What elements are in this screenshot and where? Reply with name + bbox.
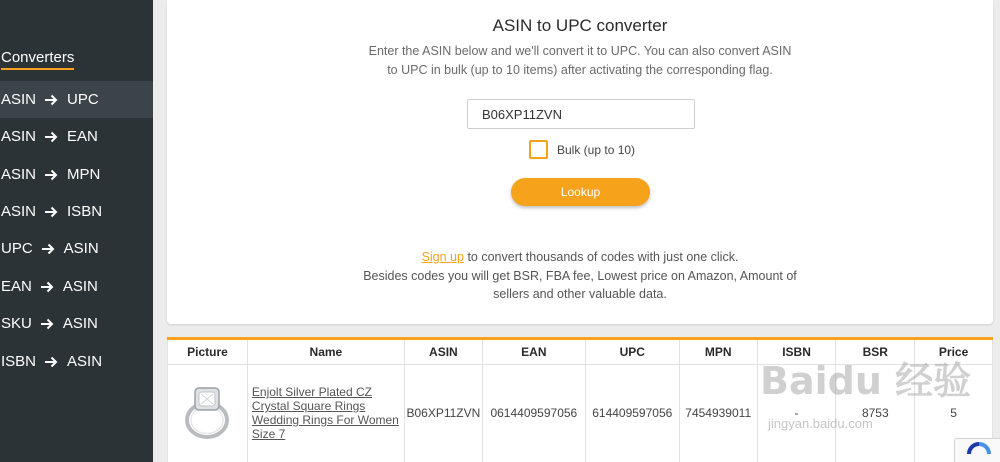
signup-extra-text: Besides codes you will get BSR, FBA fee, Lowest price on Amazon, Amount of sellers and other valuable data. (363, 268, 797, 301)
product-name-link[interactable]: Enjolt Silver Plated CZ Crystal Square Rings Wedding Rings For Women Size 7 (251, 385, 399, 441)
recaptcha-badge[interactable] (954, 438, 1000, 462)
column-header-mpn: MPN (679, 340, 757, 364)
column-header-asin: ASIN (404, 340, 482, 364)
asin-cell: B06XP11ZVN (404, 364, 482, 462)
ring-product-image (177, 382, 237, 444)
product-picture (168, 364, 248, 462)
arrow-right-icon (44, 355, 58, 369)
arrow-right-icon (41, 242, 55, 256)
sidebar-item-sku-asin[interactable] (0, 305, 153, 342)
column-header-bsr: BSR (836, 340, 915, 364)
isbn-cell: - (757, 364, 836, 462)
mpn-cell: 7454939011 (679, 364, 757, 462)
column-header-upc: UPC (585, 340, 679, 364)
baidu-watermark (760, 350, 1000, 450)
sidebar-item-from: ASIN (1, 203, 37, 220)
converter-card (167, 0, 993, 324)
column-header-name: Name (247, 340, 404, 364)
price-cell: 5 (915, 364, 993, 462)
sidebar-item-from: EAN (1, 278, 32, 295)
sidebar-item-to: UPC (67, 91, 99, 108)
sidebar-item-to: EAN (67, 128, 98, 145)
arrow-right-icon (40, 317, 54, 331)
sidebar-title: Converters (1, 49, 74, 70)
arrow-right-icon (44, 205, 58, 219)
sidebar-item-from: ASIN (1, 128, 37, 145)
upc-cell: 614409597056 (585, 364, 679, 462)
sidebar-item-to: ISBN (67, 203, 103, 220)
watermark-brand: Baidu 经验 (760, 359, 972, 403)
arrow-right-icon (44, 93, 58, 107)
bsr-cell: 8753 (836, 364, 915, 462)
sidebar-item-from: UPC (1, 240, 33, 257)
sidebar-item-asin-isbn[interactable] (0, 193, 153, 230)
sidebar-item-isbn-asin[interactable] (0, 343, 153, 380)
sidebar-item-to: MPN (67, 166, 101, 183)
sidebar-item-to: ASIN (67, 353, 103, 370)
sidebar-item-asin-mpn[interactable] (0, 156, 153, 193)
asin-input[interactable] (467, 99, 695, 129)
signup-promo (362, 248, 798, 304)
lookup-button[interactable]: Lookup (511, 178, 650, 206)
sidebar-item-to: ASIN (62, 278, 98, 295)
column-header-price: Price (915, 340, 993, 364)
ean-cell: 0614409597056 (482, 364, 585, 462)
sidebar-item-from: ASIN (1, 91, 37, 108)
bulk-checkbox[interactable] (529, 140, 548, 159)
sidebar-item-from: ASIN (1, 166, 37, 183)
sidebar-item-from: SKU (1, 315, 32, 332)
column-header-ean: EAN (482, 340, 585, 364)
arrow-right-icon (40, 280, 54, 294)
page-title: ASIN to UPC converter (492, 16, 668, 35)
sidebar-item-asin-upc[interactable] (0, 81, 153, 118)
arrow-right-icon (44, 168, 58, 182)
product-name-cell (247, 364, 404, 462)
sidebar-item-from: ISBN (1, 353, 37, 370)
sidebar (0, 0, 153, 462)
sidebar-item-to: ASIN (63, 240, 99, 257)
arrow-right-icon (44, 130, 58, 144)
watermark-url: jingyan.baidu.com (768, 416, 873, 431)
bulk-label: Bulk (up to 10) (557, 142, 636, 157)
sidebar-item-asin-ean[interactable] (0, 118, 153, 155)
recaptcha-icon (964, 441, 994, 462)
sidebar-item-upc-asin[interactable] (0, 230, 153, 267)
converter-description: Enter the ASIN below and we'll convert it to UPC. You can also convert ASIN to UPC in bulk (up to 10 items) after activating the corresponding flag. (368, 44, 792, 77)
column-header-picture: Picture (168, 340, 248, 364)
signup-text: to convert thousands of codes with just one click. (463, 250, 739, 264)
column-header-isbn: ISBN (757, 340, 836, 364)
signup-link[interactable]: Sign up (421, 250, 464, 264)
sidebar-item-ean-asin[interactable] (0, 268, 153, 305)
sidebar-item-to: ASIN (62, 315, 98, 332)
bulk-option[interactable] (529, 139, 635, 160)
